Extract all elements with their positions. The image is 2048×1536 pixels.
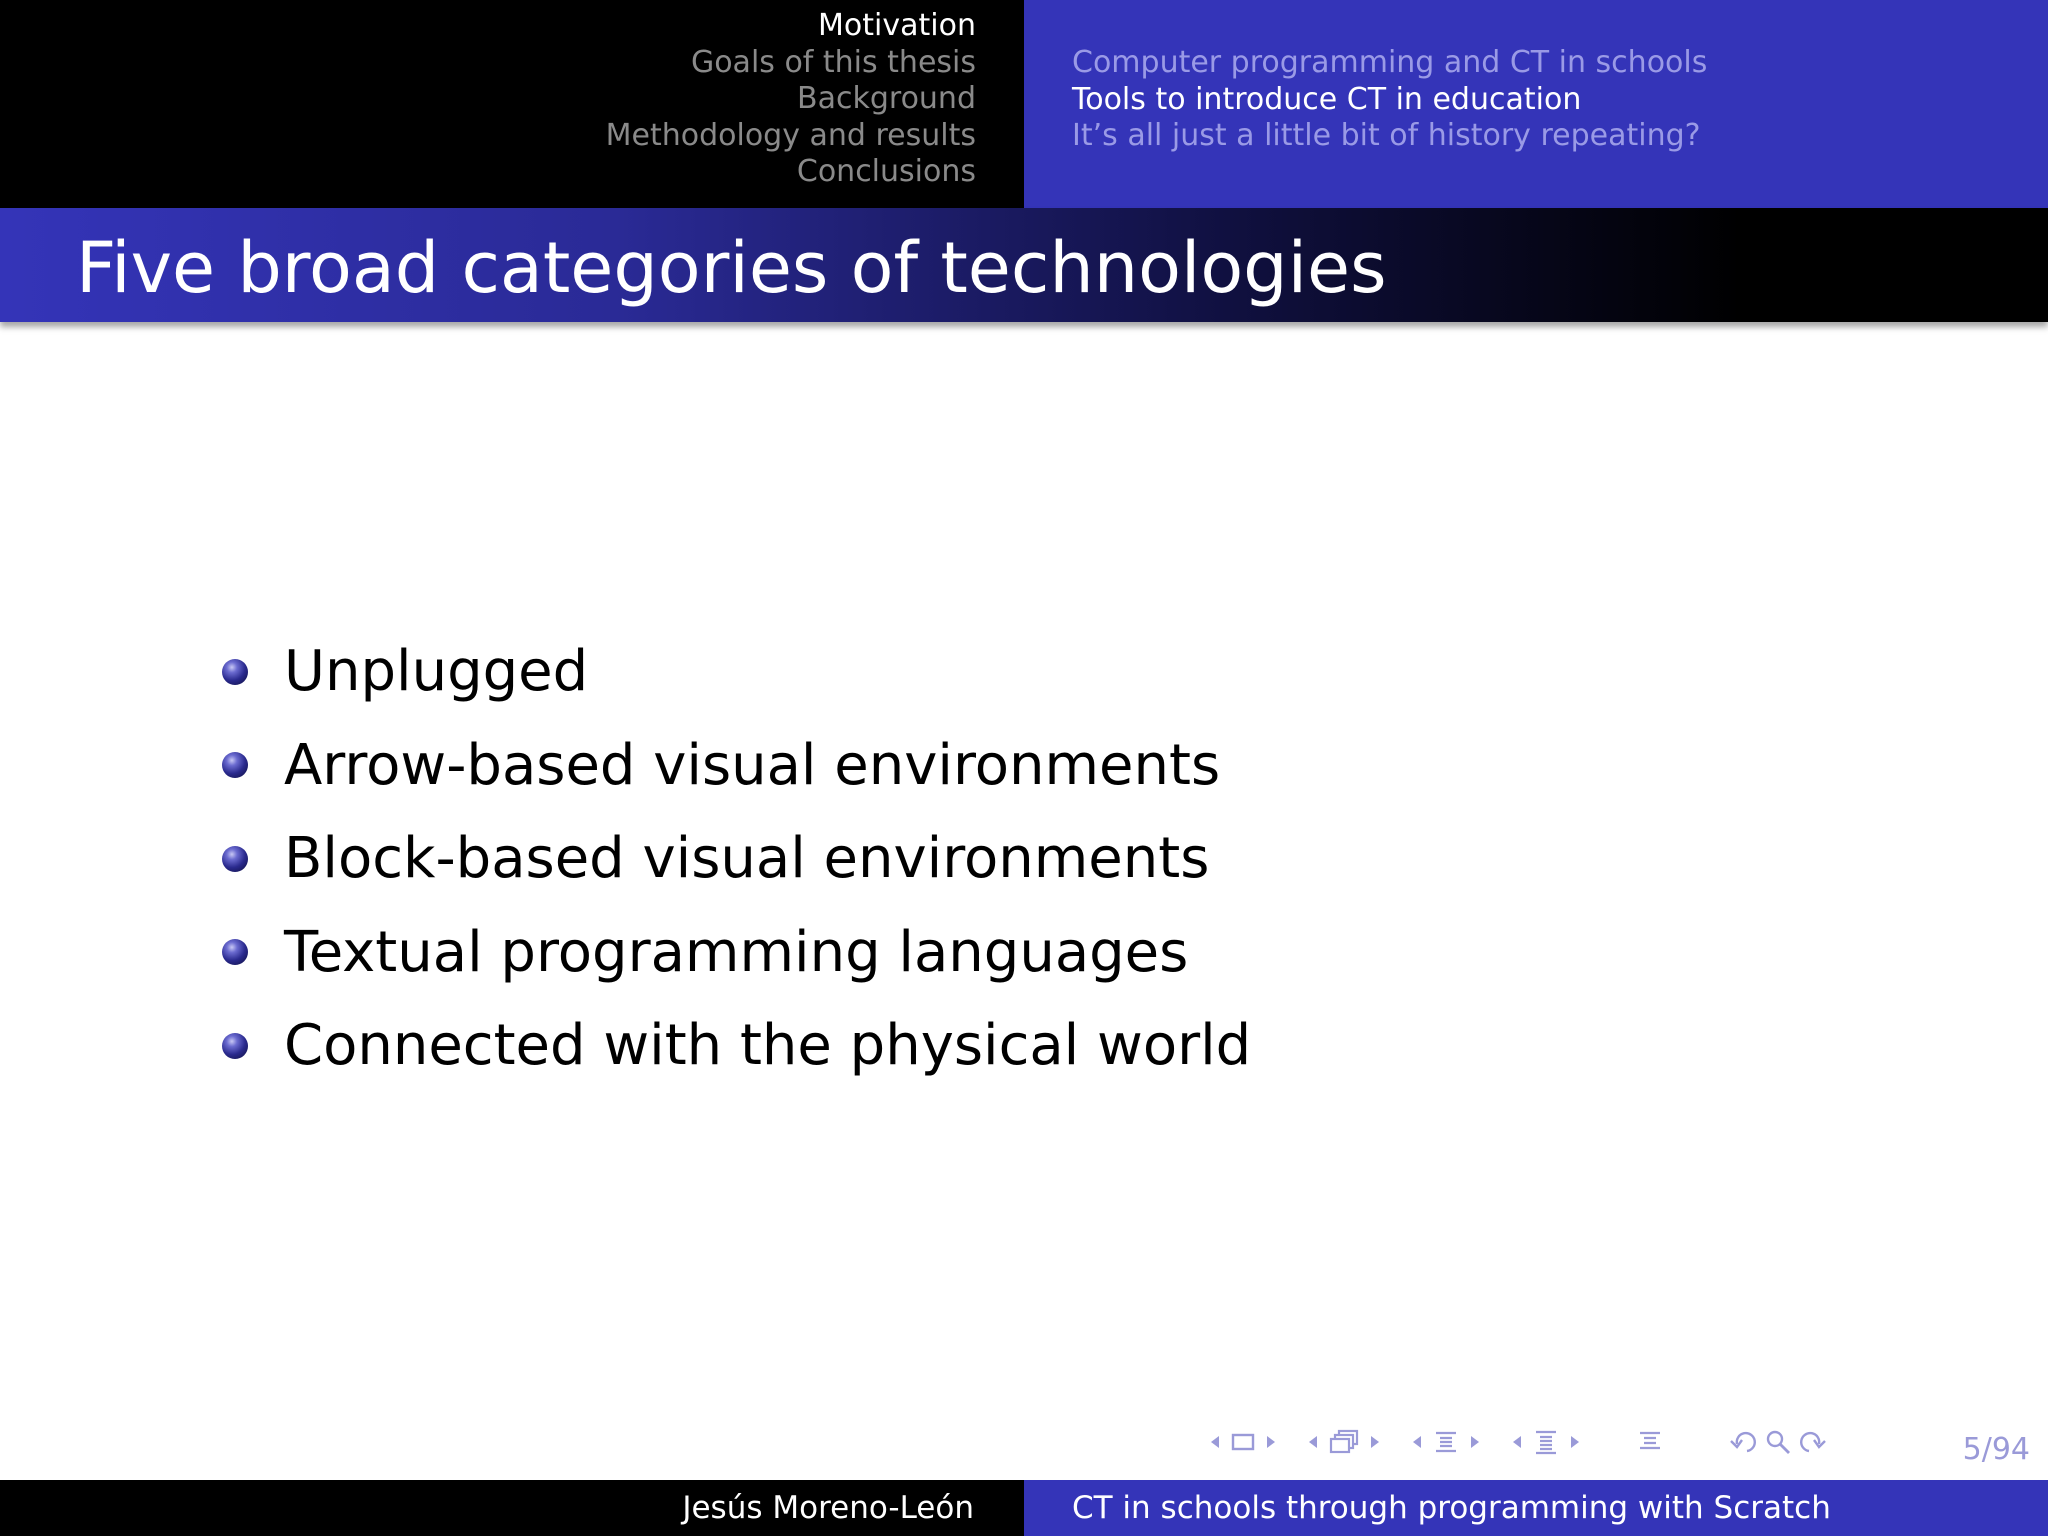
list-item <box>222 999 1251 1093</box>
section-item-background[interactable]: Background <box>797 81 976 116</box>
list-item <box>222 719 1251 813</box>
page-number: 5/94 <box>1962 1432 2030 1467</box>
list-item <box>222 906 1251 1000</box>
footer-author: Jesús Moreno-León <box>682 1490 974 1526</box>
bullet-ball-icon <box>222 1033 248 1059</box>
bullet-text: Unplugged <box>284 639 589 705</box>
section-prev-icon[interactable] <box>1507 1430 1527 1454</box>
bullet-ball-icon <box>222 659 248 685</box>
bullet-text: Textual programming languages <box>284 919 1189 985</box>
search-icon[interactable] <box>1763 1428 1793 1456</box>
bullet-ball-icon <box>222 752 248 778</box>
subsection-prev-icon[interactable] <box>1407 1430 1427 1454</box>
frame-icon[interactable] <box>1327 1428 1361 1456</box>
footer-title: CT in schools through programming with Scratch <box>1072 1490 1831 1526</box>
bullet-text: Connected with the physical world <box>284 1013 1252 1079</box>
navigation-header <box>0 0 2048 208</box>
slide-prev-icon[interactable] <box>1205 1430 1225 1454</box>
frame-title: Five broad categories of technologies <box>76 227 1387 309</box>
bullet-text: Block-based visual environments <box>284 826 1210 892</box>
section-list <box>606 8 976 191</box>
section-navigation <box>0 0 1024 208</box>
bullet-text: Arrow-based visual environments <box>284 732 1221 798</box>
subsection-item-history[interactable]: It’s all just a little bit of history repeating? <box>1072 118 1701 153</box>
footer-author-box <box>0 1480 1024 1536</box>
subsection-next-icon[interactable] <box>1465 1430 1485 1454</box>
section-item-methodology[interactable]: Methodology and results <box>605 117 976 153</box>
frame-title-bar <box>0 208 2048 322</box>
slide-next-icon[interactable] <box>1261 1430 1281 1454</box>
footer <box>0 1480 2048 1536</box>
frame-prev-icon[interactable] <box>1303 1430 1323 1454</box>
section-item-motivation[interactable]: Motivation <box>818 8 976 43</box>
forward-icon[interactable] <box>1795 1428 1827 1456</box>
list-item <box>222 625 1251 719</box>
section-next-icon[interactable] <box>1565 1430 1585 1454</box>
subsection-item-programming-ct[interactable]: Computer programming and CT in schools <box>1072 45 1708 80</box>
back-icon[interactable] <box>1729 1428 1761 1456</box>
subsection-list <box>1072 45 1707 155</box>
bullet-ball-icon <box>222 846 248 872</box>
section-icon[interactable] <box>1531 1428 1561 1456</box>
subsection-item-tools[interactable]: Tools to introduce CT in education <box>1072 81 1582 117</box>
section-item-conclusions[interactable]: Conclusions <box>796 154 976 189</box>
section-item-goals[interactable]: Goals of this thesis <box>690 44 976 80</box>
footer-title-box <box>1024 1480 2048 1536</box>
slide-icon[interactable] <box>1229 1430 1257 1454</box>
subsection-navigation <box>1024 0 2048 208</box>
frame-next-icon[interactable] <box>1365 1430 1385 1454</box>
navigation-symbols <box>1205 1424 1827 1460</box>
appendix-icon[interactable] <box>1635 1428 1665 1456</box>
list-item <box>222 812 1251 906</box>
subsection-icon[interactable] <box>1431 1428 1461 1456</box>
bullet-list <box>222 625 1251 1093</box>
bullet-ball-icon <box>222 939 248 965</box>
